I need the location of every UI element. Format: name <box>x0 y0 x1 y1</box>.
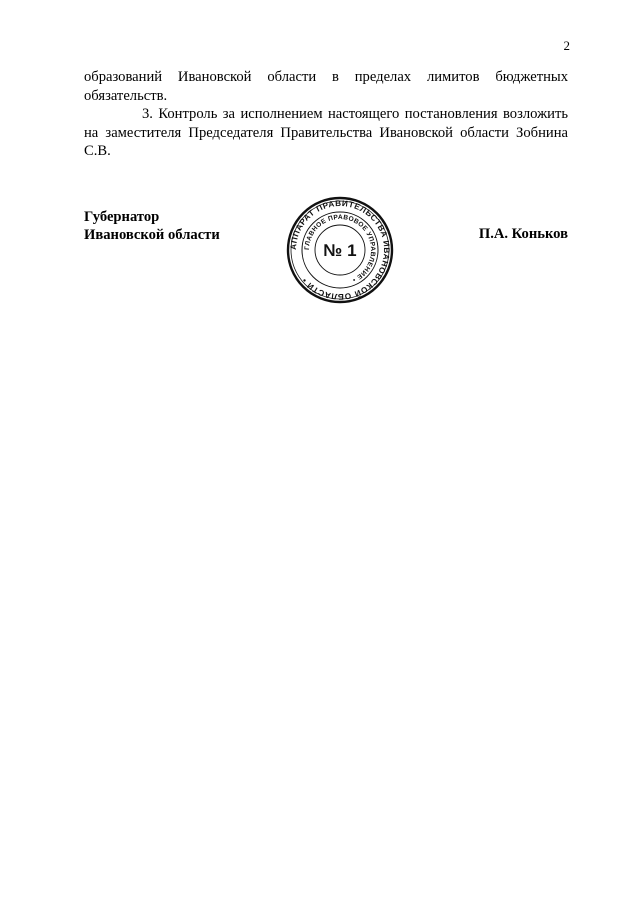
body-text <box>84 68 568 161</box>
svg-text:ГЛАВНОЕ ПРАВОВОЕ УПРАВЛЕНИЕ •: ГЛАВНОЕ ПРАВОВОЕ УПРАВЛЕНИЕ • <box>303 213 377 284</box>
paragraph-continuation: образований Ивановской области в пределах лимитов бюджетных обязательств. <box>84 69 568 104</box>
svg-text:№ 1: № 1 <box>323 241 357 260</box>
official-seal-stamp <box>286 196 394 304</box>
signatory-title-line-1: Губернатор <box>84 209 160 225</box>
paragraph-item-3: 3. Контроль за исполнением настоящего постановления возложить на заместителя Председателя Правительства Ивановской области Зобнина С.В. <box>84 106 568 159</box>
signatory-title-line-2: Ивановской области <box>84 227 220 243</box>
signatory-title <box>84 208 220 244</box>
page-number: 2 <box>563 38 570 53</box>
svg-text:АППАРАТ ПРАВИТЕЛЬСТВА ИВАНОВСК: АППАРАТ ПРАВИТЕЛЬСТВА ИВАНОВСКОЙ ОБЛАСТИ • <box>288 198 392 302</box>
signatory-name: П.А. Коньков <box>478 226 568 242</box>
